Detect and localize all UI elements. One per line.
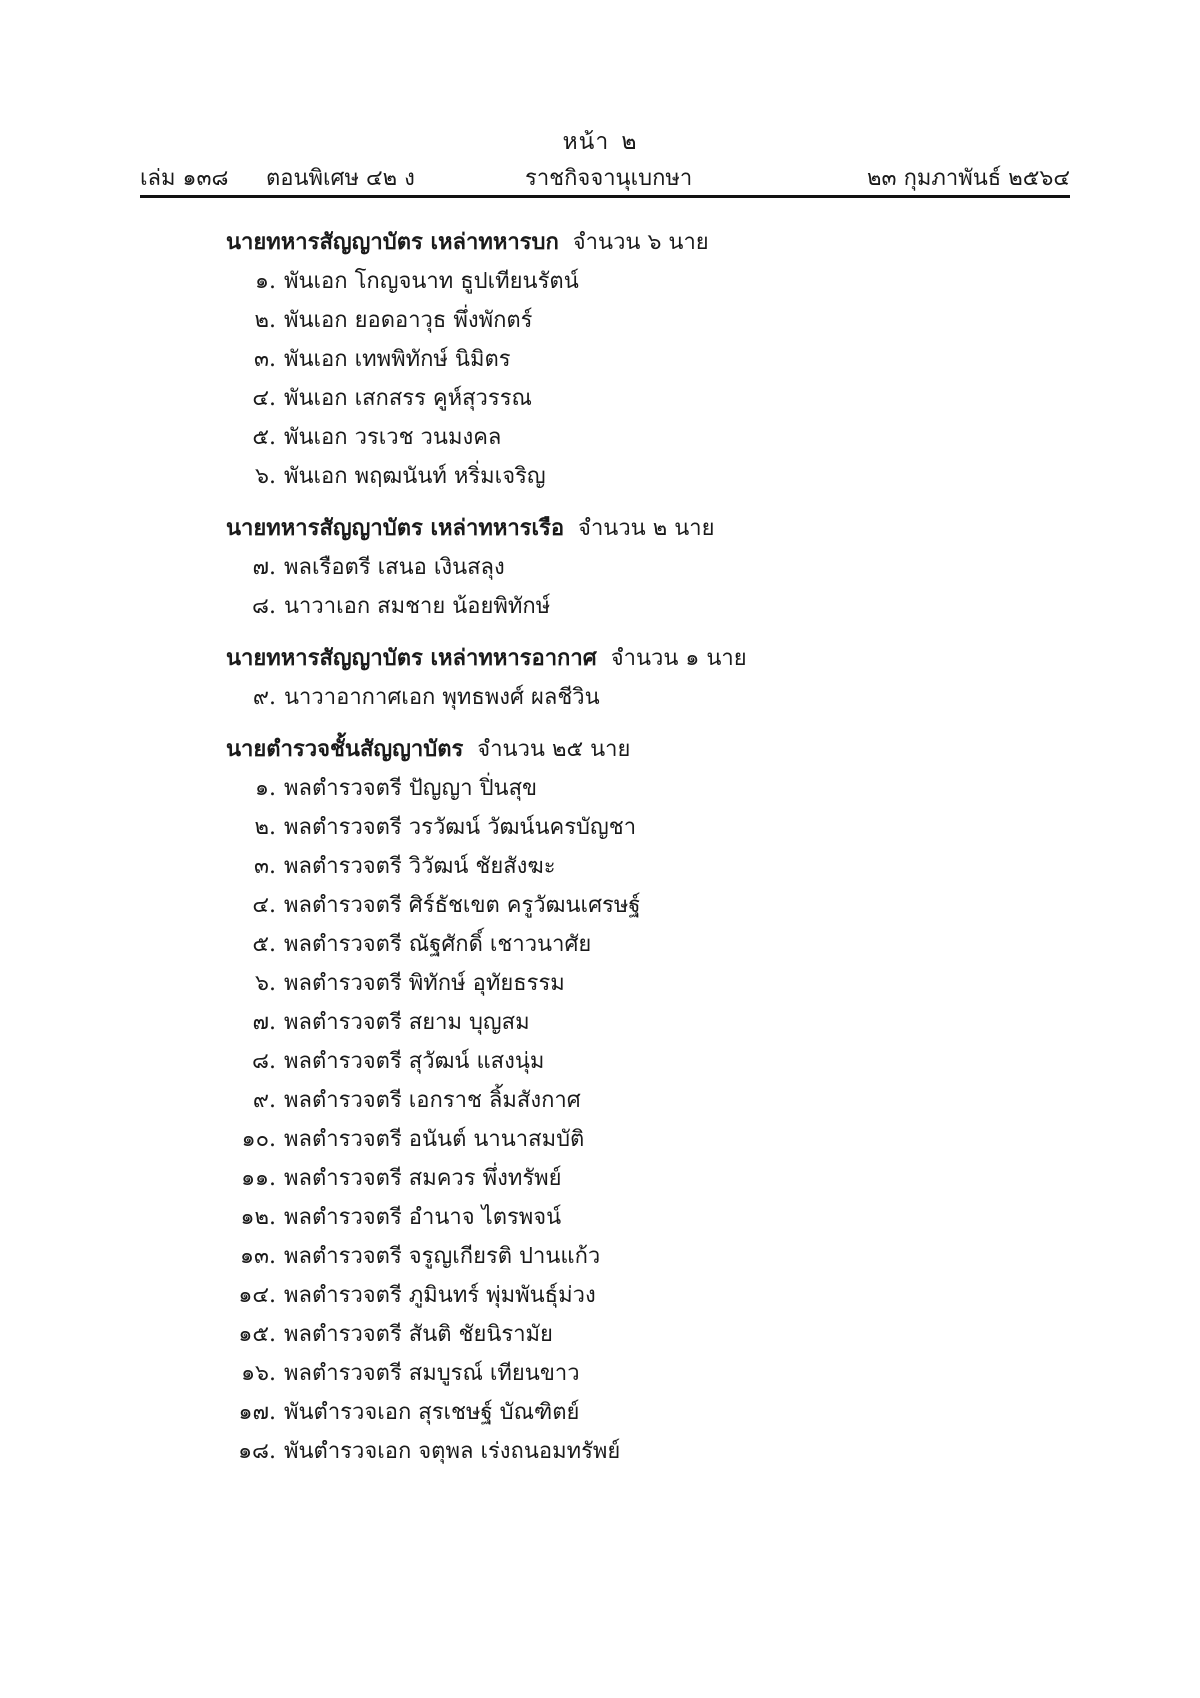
item-name: พันเอก โกญจนาท ธูปเทียนรัตน์	[284, 269, 579, 294]
item-name: พลตำรวจตรี สยาม บุญสม	[284, 1010, 530, 1035]
section-header	[226, 222, 986, 262]
item-name: นาวาอากาศเอก พุทธพงศ์ ผลชีวิน	[284, 685, 600, 710]
item-number: ๗.	[252, 555, 276, 580]
section-count: จำนวน ๑ นาย	[610, 646, 747, 671]
list-item	[226, 340, 986, 379]
list-item	[226, 587, 986, 626]
item-name: พันเอก เทพพิทักษ์ นิมิตร	[284, 347, 511, 372]
item-number: ๑๖.	[241, 1361, 276, 1386]
item-number: ๔.	[252, 386, 276, 411]
item-number: ๒.	[254, 815, 276, 840]
item-name: พลตำรวจตรี สุวัฒน์ แสงนุ่ม	[284, 1049, 545, 1074]
list-item	[226, 1237, 986, 1276]
header-volume: เล่ม ๑๓๘	[140, 166, 229, 191]
list-item	[226, 1159, 986, 1198]
list-item	[226, 1042, 986, 1081]
item-number: ๑๔.	[238, 1283, 276, 1308]
section-navy	[226, 508, 986, 626]
item-number: ๑๗.	[238, 1400, 276, 1425]
page-number	[0, 124, 1200, 160]
document-body	[226, 222, 986, 1471]
section-header	[226, 729, 986, 769]
header-date: ๒๓ กุมภาพันธ์ ๒๕๖๔	[867, 166, 1070, 191]
section-title: นายตำรวจชั้นสัญญาบัตร	[226, 736, 464, 762]
item-name: พลตำรวจตรี อนันต์ นานาสมบัติ	[284, 1127, 585, 1152]
section-air-force	[226, 638, 986, 717]
list-item	[226, 418, 986, 457]
list-item	[226, 1432, 986, 1471]
item-name: พลตำรวจตรี พิทักษ์ อุทัยธรรม	[284, 971, 565, 996]
list-item	[226, 1198, 986, 1237]
list-item	[226, 1003, 986, 1042]
list-item	[226, 808, 986, 847]
section-count: จำนวน ๖ นาย	[572, 230, 709, 255]
list-item	[226, 1393, 986, 1432]
item-name: พลตำรวจตรี ภูมินทร์ พุ่มพันธุ์ม่วง	[284, 1283, 596, 1308]
section-title: นายทหารสัญญาบัตร เหล่าทหารอากาศ	[226, 645, 597, 671]
item-number: ๑๐.	[241, 1127, 276, 1152]
item-name: พันเอก พฤฒนันท์ หริ่มเจริญ	[284, 464, 546, 489]
list-item	[226, 1276, 986, 1315]
list-item	[226, 886, 986, 925]
item-number: ๙.	[252, 685, 276, 710]
item-name: พลตำรวจตรี ณัฐศักดิ์ เชาวนาศัย	[284, 932, 592, 957]
list-item	[226, 769, 986, 808]
section-spacer	[226, 717, 986, 729]
section-title: นายทหารสัญญาบัตร เหล่าทหารเรือ	[226, 515, 565, 541]
header-issue: ตอนพิเศษ ๔๒ ง	[266, 166, 415, 191]
item-name: พันตำรวจเอก สุรเชษฐ์ บัณฑิตย์	[284, 1400, 580, 1425]
list-item	[226, 1081, 986, 1120]
item-number: ๑๑.	[241, 1166, 276, 1191]
item-name: พันเอก วรเวช วนมงคล	[284, 425, 502, 450]
list-item	[226, 379, 986, 418]
list-item	[226, 925, 986, 964]
item-name: พันเอก เสกสรร คูห์สุวรรณ	[284, 386, 532, 411]
item-name: พลตำรวจตรี อำนาจ ไตรพจน์	[284, 1205, 562, 1230]
item-name: พลตำรวจตรี วิวัฒน์ ชัยสังฆะ	[284, 854, 556, 879]
item-name: พันเอก ยอดอาวุธ พึ่งพักตร์	[284, 308, 533, 333]
item-name: พลเรือตรี เสนอ เงินสลุง	[284, 555, 505, 580]
item-number: ๑๒.	[240, 1205, 276, 1230]
page-no: ๒	[621, 129, 638, 155]
section-count: จำนวน ๒๕ นาย	[477, 737, 631, 762]
header-gazette-title: ราชกิจจานุเบกษา	[525, 166, 693, 191]
section-spacer	[226, 626, 986, 638]
item-name: พลตำรวจตรี สมบูรณ์ เทียนขาว	[284, 1361, 580, 1386]
item-name: พันตำรวจเอก จตุพล เร่งถนอมทรัพย์	[284, 1439, 621, 1464]
item-number: ๓.	[253, 347, 276, 372]
running-header	[140, 160, 1070, 192]
item-name: พลตำรวจตรี ปัญญา ปิ่นสุข	[284, 776, 538, 801]
item-number: ๒.	[254, 308, 276, 333]
item-name: พลตำรวจตรี เอกราช ลิ้มสังกาศ	[284, 1088, 581, 1113]
item-name: พลตำรวจตรี สันติ ชัยนิรามัย	[284, 1322, 553, 1347]
section-count: จำนวน ๒ นาย	[578, 516, 715, 541]
list-item	[226, 301, 986, 340]
item-number: ๗.	[252, 1010, 276, 1035]
item-name: พลตำรวจตรี วรวัฒน์ วัฒน์นครบัญชา	[284, 815, 637, 840]
item-number: ๓.	[253, 854, 276, 879]
item-number: ๑๕.	[238, 1322, 276, 1347]
header-divider	[140, 195, 1070, 198]
list-item	[226, 1315, 986, 1354]
section-header	[226, 508, 986, 548]
item-number: ๕.	[252, 425, 276, 450]
item-number: ๙.	[252, 1088, 276, 1113]
item-name: พลตำรวจตรี จรูญเกียรติ ปานแก้ว	[284, 1244, 601, 1269]
page-label: หน้า	[562, 129, 610, 155]
item-number: ๑.	[255, 776, 276, 801]
section-police	[226, 729, 986, 1471]
item-number: ๖.	[255, 464, 276, 489]
item-name: พลตำรวจตรี สมควร พึ่งทรัพย์	[284, 1166, 562, 1191]
list-item	[226, 262, 986, 301]
list-item	[226, 1354, 986, 1393]
list-item	[226, 847, 986, 886]
item-number: ๔.	[252, 893, 276, 918]
list-item	[226, 678, 986, 717]
item-number: ๘.	[252, 594, 276, 619]
item-number: ๑๓.	[240, 1244, 276, 1269]
section-spacer	[226, 496, 986, 508]
item-number: ๑๘.	[238, 1439, 276, 1464]
section-army	[226, 222, 986, 496]
list-item	[226, 1120, 986, 1159]
item-name: นาวาเอก สมชาย น้อยพิทักษ์	[284, 594, 551, 619]
item-name: พลตำรวจตรี ศิร์ธัชเขต ครูวัฒนเศรษฐ์	[284, 893, 641, 918]
item-number: ๘.	[252, 1049, 276, 1074]
item-number: ๖.	[255, 971, 276, 996]
list-item	[226, 964, 986, 1003]
section-header	[226, 638, 986, 678]
list-item	[226, 457, 986, 496]
section-title: นายทหารสัญญาบัตร เหล่าทหารบก	[226, 229, 559, 255]
list-item	[226, 548, 986, 587]
item-number: ๑.	[255, 269, 276, 294]
item-number: ๕.	[252, 932, 276, 957]
